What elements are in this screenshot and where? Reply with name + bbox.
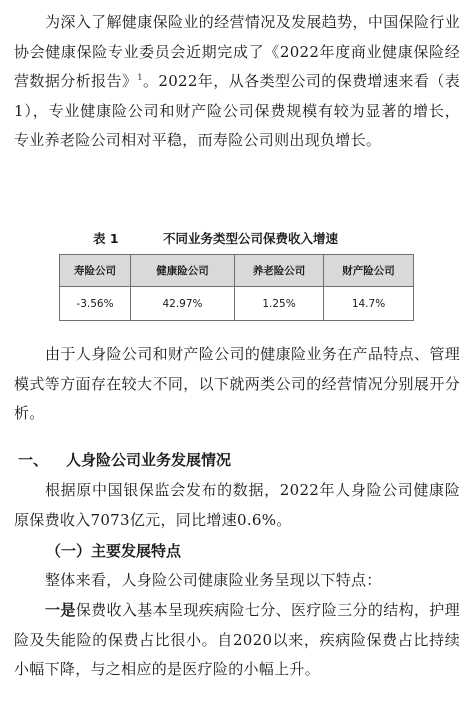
value-pension-insurance: 1.25% bbox=[235, 287, 324, 321]
section-title: 人身险公司业务发展情况 bbox=[66, 451, 232, 469]
header-property-insurance: 财产险公司 bbox=[324, 255, 414, 287]
transition-paragraph: 由于人身险公司和财产险公司的健康险业务在产品特点、管理模式等方面存在较大不同，以下就两类公司的经营情况分别展开分析。 bbox=[14, 345, 460, 422]
header-pension-insurance: 养老险公司 bbox=[235, 255, 324, 287]
overview-paragraph: 整体来看，人身险公司健康险业务呈现以下特点： bbox=[45, 571, 382, 589]
intro-text: 为深入了解健康保险业的经营情况及发展趋势，中国保险行业协会健康保险专业委员会近期完成了《2022年度商业健康保险经营数据分析报告》 bbox=[14, 13, 460, 90]
value-property-insurance: 14.7% bbox=[324, 287, 414, 321]
feature-one-text: 保费收入基本呈现疾病险七分、医疗险三分的结构，护理险及失能险的保费占比很小。自2020以来，疾病险保费占比持续小幅下降，与之相应的是医疗险的小幅上升。 bbox=[14, 601, 460, 678]
section-number: 一、 bbox=[18, 451, 49, 469]
premium-growth-table bbox=[59, 254, 414, 321]
subsection-heading: （一）主要发展特点 bbox=[46, 542, 182, 560]
section-heading bbox=[18, 446, 231, 474]
header-life-insurance: 寿险公司 bbox=[60, 255, 131, 287]
intro-paragraph bbox=[14, 8, 460, 156]
data-paragraph: 根据原中国银保监会发布的数据，2022年人身险公司健康险原保费收入7073亿元，同比增速0.6%。 bbox=[14, 481, 460, 529]
feature-lead: 一是 bbox=[45, 601, 76, 619]
table-header-row bbox=[60, 255, 414, 287]
table-row bbox=[60, 287, 414, 321]
value-health-insurance: 42.97% bbox=[131, 287, 235, 321]
feature-one-paragraph bbox=[14, 596, 460, 685]
value-life-insurance: -3.56% bbox=[60, 287, 131, 321]
intro-text-tail: 。2022年，从各类型公司的保费增速来看（表1），专业健康险公司和财产险公司保费规模有较为显著的增长，专业养老险公司相对平稳，而寿险公司则出现负增长。 bbox=[14, 72, 460, 149]
table-title: 不同业务类型公司保费收入增速 bbox=[163, 231, 339, 246]
footnote-marker[interactable]: 1 bbox=[137, 73, 143, 82]
header-health-insurance: 健康险公司 bbox=[131, 255, 235, 287]
table-number: 表 1 bbox=[93, 231, 119, 246]
